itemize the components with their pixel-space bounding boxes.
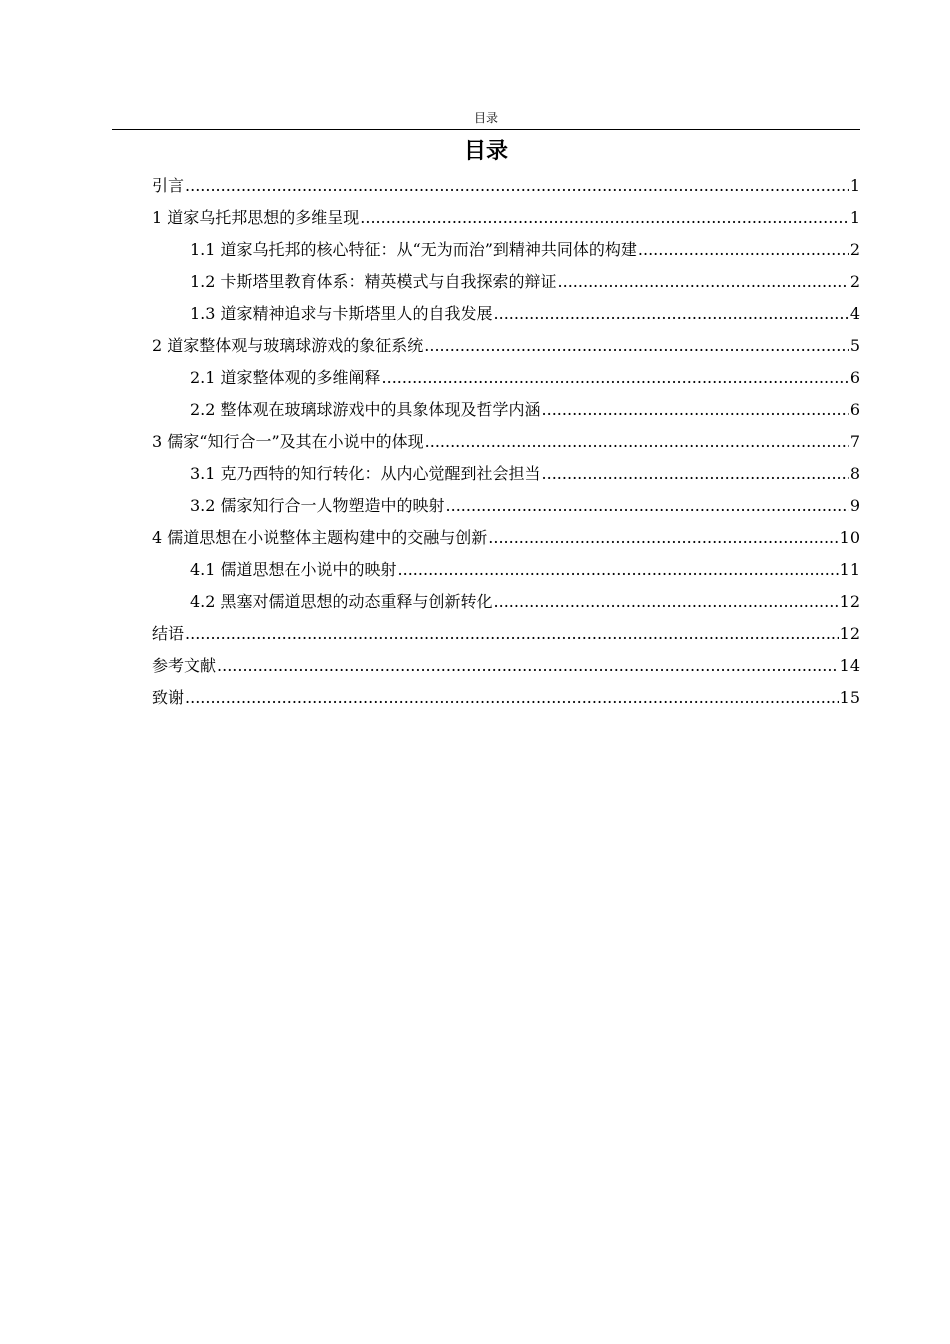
- dot-leader: [542, 458, 849, 490]
- toc-entry[interactable]: [152, 234, 860, 266]
- table-of-contents: [152, 170, 860, 714]
- toc-entry[interactable]: [152, 202, 860, 234]
- dot-leader: [398, 554, 839, 586]
- toc-entry-page-number: 15: [839, 688, 860, 707]
- toc-entry-title: 3.2 儒家知行合一人物塑造中的映射: [190, 496, 445, 515]
- dot-leader: [185, 170, 849, 202]
- toc-entry[interactable]: [152, 490, 860, 522]
- toc-entry-title: 1.2 卡斯塔里教育体系：精英模式与自我探索的辩证: [190, 272, 557, 291]
- toc-entry-title: 2 道家整体观与玻璃球游戏的象征系统: [152, 336, 424, 355]
- toc-entry-title: 1.3 道家精神追求与卡斯塔里人的自我发展: [190, 304, 493, 323]
- dot-leader: [558, 266, 849, 298]
- toc-entry-title: 3.1 克乃西特的知行转化：从内心觉醒到社会担当: [190, 464, 541, 483]
- dot-leader: [217, 650, 839, 682]
- toc-entry-page-number: 6: [849, 400, 860, 419]
- toc-entry-title: 4.1 儒道思想在小说中的映射: [190, 560, 397, 579]
- toc-entry[interactable]: [152, 266, 860, 298]
- toc-entry-title: 2.1 道家整体观的多维阐释: [190, 368, 381, 387]
- toc-entry[interactable]: [152, 170, 860, 202]
- toc-entry-page-number: 5: [849, 336, 860, 355]
- toc-entry-page-number: 2: [849, 240, 860, 259]
- dot-leader: [542, 394, 849, 426]
- dot-leader: [638, 234, 849, 266]
- dot-leader: [424, 330, 849, 362]
- toc-entry-title: 2.2 整体观在玻璃球游戏中的具象体现及哲学内涵: [190, 400, 541, 419]
- toc-entry-title: 3 儒家“知行合一”及其在小说中的体现: [152, 432, 424, 451]
- dot-leader: [425, 426, 849, 458]
- toc-title: 目录: [463, 139, 508, 164]
- running-header: 目录: [473, 111, 498, 125]
- toc-entry[interactable]: [152, 650, 860, 682]
- toc-entry-page-number: 12: [839, 592, 860, 611]
- toc-entry[interactable]: [152, 330, 860, 362]
- toc-entry[interactable]: [152, 554, 860, 586]
- toc-entry-page-number: 2: [849, 272, 860, 291]
- toc-entry-title: 致谢: [152, 688, 185, 707]
- toc-entry-page-number: 6: [849, 368, 860, 387]
- toc-entry-page-number: 10: [839, 528, 860, 547]
- toc-entry-title: 引言: [152, 176, 185, 195]
- toc-entry-page-number: 4: [849, 304, 860, 323]
- toc-entry[interactable]: [152, 522, 860, 554]
- header-rule: [112, 129, 860, 130]
- dot-leader: [185, 618, 839, 650]
- dot-leader: [382, 362, 849, 394]
- toc-entry-page-number: 14: [839, 656, 860, 675]
- dot-leader: [494, 298, 849, 330]
- dot-leader: [360, 202, 849, 234]
- toc-entry[interactable]: [152, 458, 860, 490]
- toc-entry[interactable]: [152, 618, 860, 650]
- toc-entry[interactable]: [152, 362, 860, 394]
- toc-entry-page-number: 11: [839, 560, 860, 579]
- toc-entry-title: 1.1 道家乌托邦的核心特征：从“无为而治”到精神共同体的构建: [190, 240, 637, 259]
- dot-leader: [488, 522, 838, 554]
- dot-leader: [185, 682, 839, 714]
- toc-entry-title: 参考文献: [152, 656, 217, 675]
- toc-entry-title: 1 道家乌托邦思想的多维呈现: [152, 208, 360, 227]
- toc-entry[interactable]: [152, 394, 860, 426]
- toc-entry-page-number: 1: [849, 176, 860, 195]
- toc-entry-title: 4.2 黑塞对儒道思想的动态重释与创新转化: [190, 592, 493, 611]
- toc-entry-page-number: 12: [839, 624, 860, 643]
- toc-entry-page-number: 9: [849, 496, 860, 515]
- toc-entry[interactable]: [152, 298, 860, 330]
- toc-entry[interactable]: [152, 586, 860, 618]
- toc-entry-page-number: 8: [849, 464, 860, 483]
- toc-entry-page-number: 7: [849, 432, 860, 451]
- toc-entry[interactable]: [152, 682, 860, 714]
- dot-leader: [494, 586, 839, 618]
- toc-entry-title: 结语: [152, 624, 185, 643]
- toc-entry-page-number: 1: [849, 208, 860, 227]
- toc-entry[interactable]: [152, 426, 860, 458]
- toc-entry-title: 4 儒道思想在小说整体主题构建中的交融与创新: [152, 528, 488, 547]
- dot-leader: [446, 490, 849, 522]
